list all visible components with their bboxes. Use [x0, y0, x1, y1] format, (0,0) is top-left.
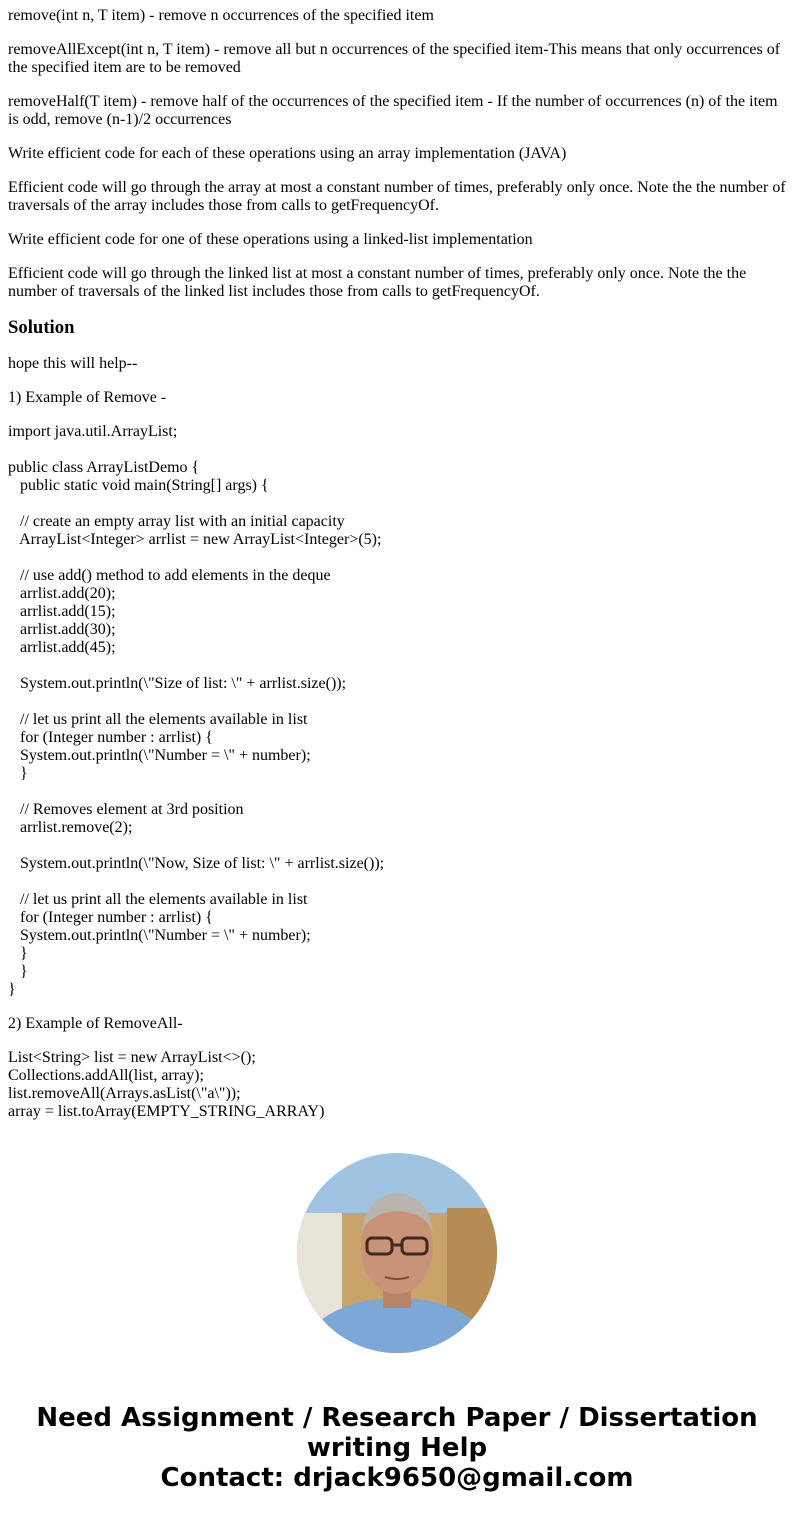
code-line: arrlist.add(20); — [8, 585, 116, 602]
code-line — [8, 495, 786, 513]
promo-banner — [0, 1403, 794, 1493]
solution-intro: hope this will help-- — [8, 355, 138, 372]
code-line: Collections.addAll(list, array); — [8, 1067, 204, 1084]
example1-title: 1) Example of Remove - — [8, 389, 167, 406]
promo-line: writing Help — [306, 1433, 488, 1463]
code-line: System.out.println(\"Number = \" + number); — [8, 747, 311, 764]
code-line — [8, 693, 786, 711]
solution-heading: Solution — [8, 317, 75, 338]
code-line: arrlist.add(15); — [8, 603, 116, 620]
question-paragraph: Efficient code will go through the linked list at most a constant number of times, preferably only once. Note the the number of traversals of the linked list includes those from calls to getFrequencyOf. — [8, 265, 747, 300]
code-line — [8, 783, 786, 801]
code-line: for (Integer number : arrlist) { — [8, 729, 213, 746]
code-line — [8, 549, 786, 567]
code-line: for (Integer number : arrlist) { — [8, 909, 213, 926]
code-line — [8, 657, 786, 675]
code-line: System.out.println(\"Number = \" + number); — [8, 927, 311, 944]
code-line: list.removeAll(Arrays.asList(\"a\")); — [8, 1085, 241, 1102]
code-line: System.out.println(\"Now, Size of list: \" + arrlist.size()); — [8, 855, 385, 872]
example1-code-block — [8, 423, 786, 999]
author-avatar — [297, 1153, 497, 1353]
code-line: // use add() method to add elements in the deque — [8, 567, 331, 584]
code-line: List<String> list = new ArrayList<>(); — [8, 1049, 256, 1066]
code-line: // create an empty array list with an initial capacity — [8, 513, 345, 530]
question-paragraph: removeAllExcept(int n, T item) - remove all but n occurrences of the specified item-This means that only occurrences of the specified item are to be removed — [8, 41, 781, 76]
example2-code-block — [8, 1049, 786, 1121]
question-paragraph: Write efficient code for each of these operations using an array implementation (JAVA) — [8, 145, 567, 162]
code-line — [8, 873, 786, 891]
question-paragraph: Write efficient code for one of these operations using a linked-list implementation — [8, 231, 533, 248]
code-line: } — [8, 981, 16, 998]
code-line: import java.util.ArrayList; — [8, 423, 178, 440]
promo-line: Need Assignment / Research Paper / Dissertation — [36, 1403, 758, 1433]
portrait-image — [297, 1153, 497, 1353]
code-line: // let us print all the elements available in list — [8, 711, 308, 728]
code-line: arrlist.add(30); — [8, 621, 116, 638]
question-section — [8, 7, 786, 301]
code-line: arrlist.remove(2); — [8, 819, 133, 836]
question-paragraph: removeHalf(T item) - remove half of the occurrences of the specified item - If the number of occurrences (n) of the item is odd, remove (n-1)/2 occurrences — [8, 93, 778, 128]
code-line: } — [8, 963, 28, 980]
example2-title: 2) Example of RemoveAll- — [8, 1015, 183, 1032]
promo-contact: Contact: drjack9650@gmail.com — [160, 1463, 634, 1493]
code-line: System.out.println(\"Size of list: \" + arrlist.size()); — [8, 675, 347, 692]
code-line: public class ArrayListDemo { — [8, 459, 200, 476]
code-line: ArrayList<Integer> arrlist = new ArrayList<Integer>(5); — [8, 531, 382, 548]
code-line: } — [8, 945, 28, 962]
code-line — [8, 837, 786, 855]
code-line: // Removes element at 3rd position — [8, 801, 244, 818]
code-line — [8, 441, 786, 459]
question-paragraph: Efficient code will go through the array at most a constant number of times, preferably only once. Note the the number of traversals of the array includes those from calls to getFrequencyOf. — [8, 179, 786, 214]
code-line: } — [8, 765, 28, 782]
code-line: // let us print all the elements available in list — [8, 891, 308, 908]
question-paragraph: remove(int n, T item) - remove n occurrences of the specified item — [8, 7, 434, 24]
code-line: arrlist.add(45); — [8, 639, 116, 656]
code-line: public static void main(String[] args) { — [8, 477, 269, 494]
code-line: array = list.toArray(EMPTY_STRING_ARRAY) — [8, 1103, 325, 1120]
